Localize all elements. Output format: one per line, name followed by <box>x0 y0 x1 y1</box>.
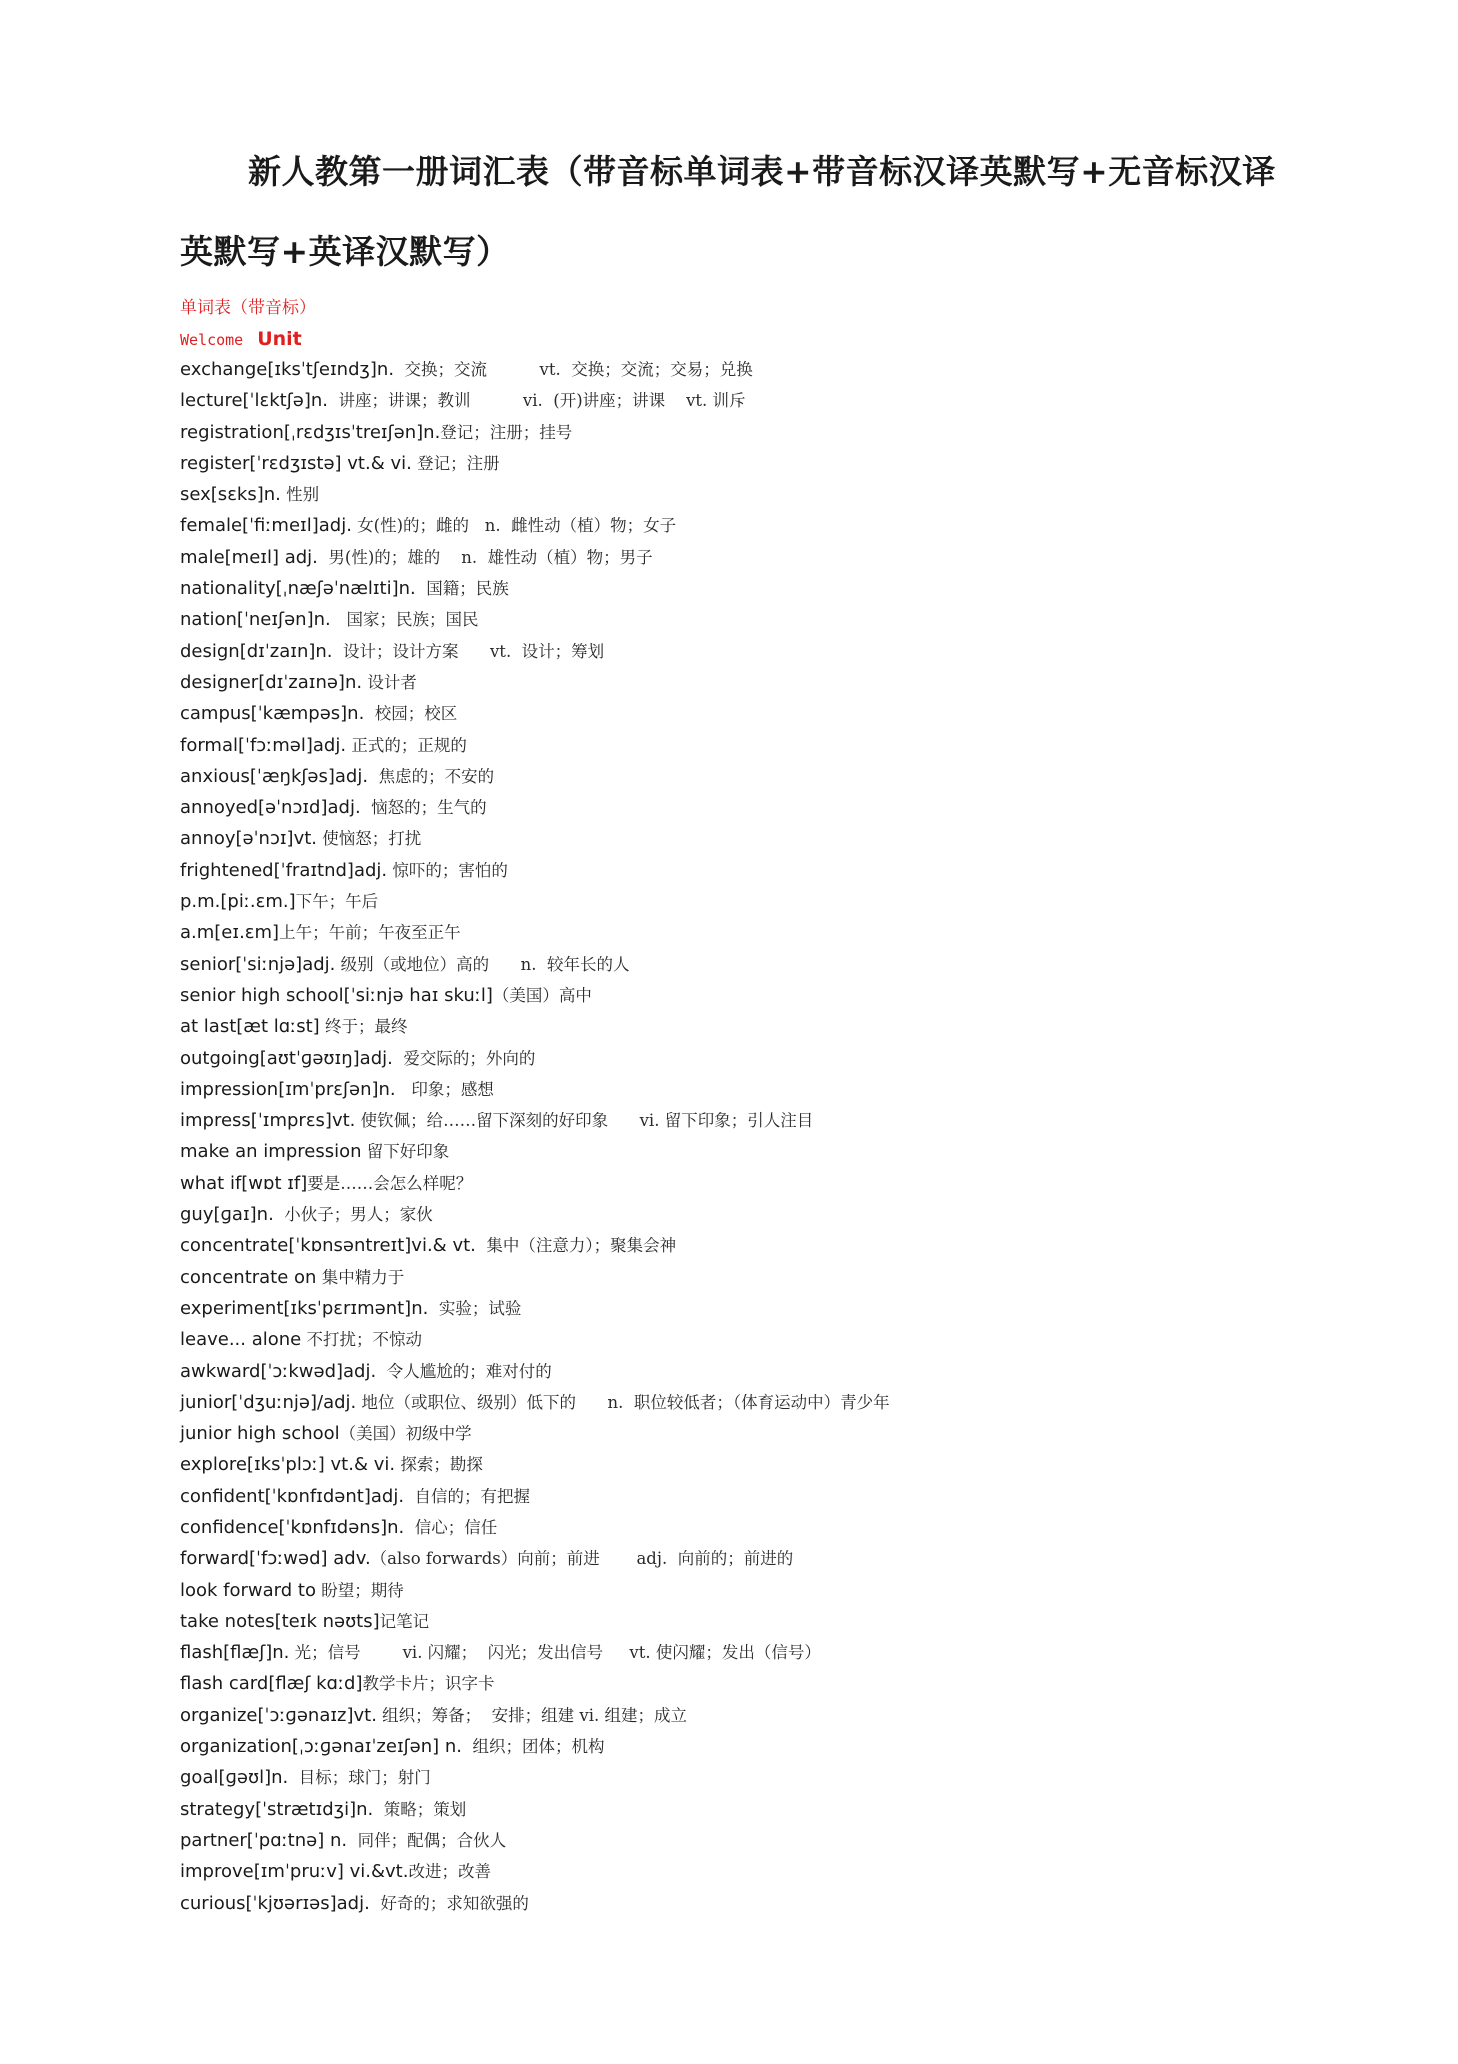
vocab-meaning: 记笔记 <box>379 1611 430 1631</box>
vocab-word: exchange[ɪksˈtʃeɪndʒ]n. <box>180 359 395 380</box>
vocab-entry <box>180 1512 890 1543</box>
vocab-entry <box>180 730 890 761</box>
vocab-meaning: 下午；午后 <box>295 892 379 912</box>
vocab-entry <box>180 1794 890 1825</box>
vocab-meaning: 自信的；有把握 <box>404 1486 531 1506</box>
vocab-meaning: 组织；团体；机构 <box>462 1737 605 1757</box>
vocab-meaning: 上午；午前；午夜至正午 <box>279 923 461 943</box>
vocab-word: concentrate on <box>180 1266 317 1288</box>
vocab-word: partner[ˈpɑːtnə] n. <box>180 1829 348 1851</box>
vocab-meaning: 设计；设计方案 vt. 设计；筹划 <box>332 641 605 661</box>
vocab-word: junior[ˈdʒuːnjə]/adj. <box>180 1391 357 1413</box>
vocab-word: senior high school[ˈsiːnjə haɪ skuːl] <box>180 984 493 1006</box>
vocab-word: impression[ɪmˈprɛʃən]n. <box>180 1078 396 1100</box>
vocab-word: organization[ˌɔːɡənaɪˈzeɪʃən] n. <box>180 1736 463 1758</box>
vocab-entry <box>180 1575 890 1606</box>
document-title: 新人教第一册词汇表（带音标单词表+带音标汉译英默写+无音标汉译英默写+英译汉默写） <box>180 152 1276 271</box>
vocab-word: confidence[ˈkɒnfɪdəns]n. <box>180 1516 405 1538</box>
vocab-entry <box>180 1168 890 1199</box>
vocab-meaning: 地位（或职位、级别）低下的 n. 职位较低者；（体育运动中）青少年 <box>356 1392 890 1412</box>
vocab-meaning: 级别（或地位）高的 n. 较年长的人 <box>335 954 630 974</box>
vocab-meaning: 令人尴尬的；难对付的 <box>376 1361 552 1381</box>
vocab-word: strategy[ˈstrætɪdʒi]n. <box>180 1798 374 1820</box>
vocab-meaning: 要是……会怎么样呢？ <box>307 1173 473 1193</box>
vocab-word: organize[ˈɔːɡənaɪz]vt. <box>180 1704 377 1726</box>
vocab-entry <box>180 917 890 948</box>
vocab-meaning: 探索；勘探 <box>395 1455 483 1475</box>
vocab-entry <box>180 354 890 385</box>
vocab-meaning: 国家；民族；国民 <box>330 610 479 630</box>
vocab-entry <box>180 1543 890 1574</box>
vocab-entry <box>180 385 890 416</box>
vocab-entry <box>180 510 890 541</box>
vocab-meaning: （美国）初级中学 <box>339 1424 472 1444</box>
vocab-entry <box>180 792 890 823</box>
vocab-meaning: 男(性)的；雄的 n. 雄性动（植）物；男子 <box>317 547 653 567</box>
vocab-entry <box>180 1356 890 1387</box>
vocab-meaning: 光；信号 vi. 闪耀； 闪光；发出信号 vt. 使闪耀；发出（信号） <box>289 1643 821 1663</box>
vocab-word: impress[ˈɪmprɛs]vt. <box>180 1110 356 1132</box>
vocab-meaning: 国籍；民族 <box>415 579 509 599</box>
vocab-word: annoyed[əˈnɔɪd]adj. <box>180 797 361 819</box>
vocab-entry <box>180 980 890 1011</box>
vocab-entry <box>180 1700 890 1731</box>
vocab-word: designer[dɪˈzaɪnə]n. <box>180 671 363 693</box>
vocab-meaning: 同伴；配偶；合伙人 <box>347 1830 507 1850</box>
vocab-meaning: 信心；信任 <box>404 1517 498 1537</box>
vocab-word: concentrate[ˈkɒnsəntreɪt]vi.& vt. <box>180 1235 476 1257</box>
unit-word: Unit <box>257 328 302 350</box>
vocab-word: female[ˈfiːmeɪl]adj. <box>180 515 352 537</box>
vocab-meaning: 印象；感想 <box>395 1079 494 1099</box>
vocab-meaning: 实验；试验 <box>428 1298 522 1318</box>
vocab-entry <box>180 855 890 886</box>
vocab-meaning: 登记；注册；挂号 <box>440 422 573 442</box>
vocab-entry <box>180 1888 890 1919</box>
vocab-meaning: 使钦佩；给……留下深刻的好印象 vi. 留下印象；引人注目 <box>355 1111 814 1131</box>
unit-heading <box>180 327 302 353</box>
vocab-meaning: 使恼怒；打扰 <box>317 829 422 849</box>
vocab-entry <box>180 542 890 573</box>
vocab-word: senior[ˈsiːnjə]adj. <box>180 953 336 975</box>
vocab-word: nation[ˈneɪʃən]n. <box>180 609 331 631</box>
vocab-entry <box>180 1856 890 1887</box>
vocab-word: register[ˈrɛdʒɪstə] vt.& vi. <box>180 452 412 474</box>
vocab-word: male[meɪl] adj. <box>180 546 318 568</box>
vocab-word: anxious[ˈæŋkʃəs]adj. <box>180 765 369 787</box>
vocab-meaning: 交换；交流 vt. 交换；交流；交易；兑换 <box>394 360 753 379</box>
vocab-word: look forward to <box>180 1579 316 1601</box>
vocab-meaning: 不打扰；不惊动 <box>301 1330 422 1350</box>
vocab-entry <box>180 1230 890 1261</box>
vocab-meaning: （also forwards）向前；前进 adj. 向前的；前进的 <box>370 1549 794 1569</box>
vocab-word: frightened[ˈfraɪtnd]adj. <box>180 859 388 881</box>
vocab-word: outgoing[aʊtˈɡəʊɪŋ]adj. <box>180 1047 393 1069</box>
vocab-entry <box>180 886 890 917</box>
vocab-word: flash[flæʃ]n. <box>180 1642 290 1664</box>
vocab-entry <box>180 1825 890 1856</box>
vocab-entry <box>180 636 890 667</box>
vocab-entry <box>180 1637 890 1668</box>
vocab-word: p.m.[piː.ɛm.] <box>180 891 296 913</box>
vocab-entry <box>180 667 890 698</box>
vocab-entry <box>180 1449 890 1480</box>
vocab-word: goal[ɡəʊl]n. <box>180 1767 289 1789</box>
vocab-entry <box>180 417 890 448</box>
vocab-meaning: 惊吓的；害怕的 <box>387 860 508 880</box>
vocab-word: take notes[teɪk nəʊts] <box>180 1610 380 1632</box>
vocab-meaning: 终于；最终 <box>319 1017 408 1037</box>
vocab-word: junior high school <box>180 1423 340 1445</box>
vocab-word: nationality[ˌnæʃəˈnælɪti]n. <box>180 578 416 600</box>
vocab-word: guy[ɡaɪ]n. <box>180 1204 274 1226</box>
vocab-meaning: 集中精力于 <box>316 1267 405 1287</box>
vocab-word: formal[ˈfɔːməl]adj. <box>180 734 347 756</box>
vocab-word: what if[wɒt ɪf] <box>180 1172 308 1194</box>
vocab-word: improve[ɪmˈpruːv] vi.&vt. <box>180 1861 409 1883</box>
unit-prefix: Welcome <box>180 331 244 349</box>
vocabulary-list <box>180 354 890 1919</box>
vocab-word: curious[ˈkjʊərɪəs]adj. <box>180 1892 370 1914</box>
vocab-entry <box>180 1324 890 1355</box>
vocab-meaning: 目标；球门；射门 <box>288 1768 431 1788</box>
vocab-meaning: （美国）高中 <box>492 985 592 1005</box>
vocab-word: campus[ˈkæmpəs]n. <box>180 703 365 725</box>
vocab-word: forward[ˈfɔːwəd] adv. <box>180 1548 371 1570</box>
vocab-entry <box>180 1762 890 1793</box>
vocab-word: registration[ˌrɛdʒɪsˈtreɪʃən]n. <box>180 421 441 443</box>
vocab-word: design[dɪˈzaɪn]n. <box>180 640 333 662</box>
vocab-word: explore[ɪksˈplɔː] vt.& vi. <box>180 1454 396 1476</box>
vocab-meaning: 策略；策划 <box>373 1799 467 1819</box>
vocab-meaning: 改进；改善 <box>408 1862 491 1882</box>
vocab-meaning: 好奇的；求知欲强的 <box>369 1893 529 1913</box>
vocab-entry <box>180 1105 890 1136</box>
vocab-meaning: 组织；筹备； 安排；组建 vi. 组建；成立 <box>376 1705 688 1725</box>
vocab-entry <box>180 573 890 604</box>
vocab-meaning: 登记；注册 <box>411 453 500 473</box>
vocab-word: a.m[eɪ.ɛm] <box>180 922 280 944</box>
vocab-entry <box>180 1262 890 1293</box>
vocab-meaning: 小伙子；男人；家伙 <box>273 1205 433 1225</box>
vocab-meaning: 校园；校区 <box>364 704 458 724</box>
vocab-word: experiment[ɪksˈpɛrɪmənt]n. <box>180 1297 429 1319</box>
vocab-entry <box>180 1418 890 1449</box>
vocab-meaning: 集中（注意力）；聚集会神 <box>475 1236 677 1256</box>
vocab-word: confident[ˈkɒnfɪdənt]adj. <box>180 1485 405 1507</box>
vocab-meaning: 性别 <box>280 485 320 505</box>
vocab-word: leave... alone <box>180 1329 302 1351</box>
vocab-meaning: 盼望；期待 <box>315 1580 404 1600</box>
vocab-meaning: 留下好印象 <box>361 1142 450 1162</box>
vocab-entry <box>180 604 890 635</box>
vocab-entry <box>180 1293 890 1324</box>
vocab-entry <box>180 448 890 479</box>
section-label: 单词表（带音标） <box>180 298 316 318</box>
vocab-meaning: 爱交际的；外向的 <box>392 1048 536 1068</box>
vocab-meaning: 设计者 <box>362 672 417 692</box>
vocab-entry <box>180 1606 890 1637</box>
vocab-word: awkward[ˈɔːkwəd]adj. <box>180 1360 377 1382</box>
vocab-word: flash card[flæʃ kɑːd] <box>180 1673 363 1695</box>
vocab-meaning: 女(性)的；雌的 n. 雌性动（植）物；女子 <box>351 516 677 536</box>
vocab-word: lecture[ˈlɛktʃə]n. <box>180 390 328 412</box>
vocab-entry <box>180 1668 890 1699</box>
vocab-meaning: 教学卡片；识字卡 <box>362 1674 495 1694</box>
vocab-word: make an impression <box>180 1141 362 1163</box>
vocab-entry <box>180 1731 890 1762</box>
vocab-entry <box>180 1011 890 1042</box>
vocab-entry <box>180 698 890 729</box>
vocab-meaning: 讲座；讲课；教训 vi. (开)讲座；讲课 vt. 训斥 <box>327 391 746 411</box>
vocab-meaning: 恼怒的；生气的 <box>360 798 487 818</box>
vocab-word: annoy[əˈnɔɪ]vt. <box>180 828 317 850</box>
vocab-entry <box>180 1199 890 1230</box>
vocab-entry <box>180 761 890 792</box>
vocab-entry <box>180 1043 890 1074</box>
vocab-entry <box>180 1387 890 1418</box>
vocab-meaning: 焦虑的；不安的 <box>368 766 495 786</box>
vocab-entry <box>180 949 890 980</box>
vocab-entry <box>180 479 890 510</box>
vocab-word: at last[æt lɑːst] <box>180 1016 320 1038</box>
vocab-word: sex[sɛks]n. <box>180 484 281 506</box>
vocab-entry <box>180 1481 890 1512</box>
vocab-meaning: 正式的；正规的 <box>346 735 467 755</box>
vocab-entry <box>180 1136 890 1167</box>
vocab-entry <box>180 1074 890 1105</box>
vocab-entry <box>180 823 890 854</box>
